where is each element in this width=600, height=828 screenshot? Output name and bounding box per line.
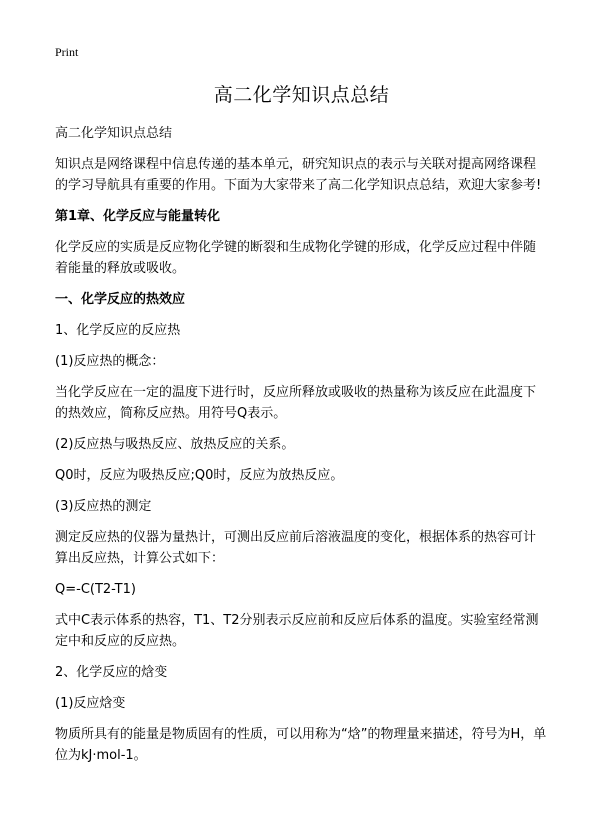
item-1-2-paragraph: Q0时，反应为吸热反应;Q0时，反应为放热反应。 (55, 468, 344, 483)
formula-line: Q=-C(T2-T1) (55, 582, 136, 597)
item-2-heading: 2、化学反应的焓变 (55, 665, 168, 680)
item-1-3-heading: (3)反应热的测定 (55, 499, 152, 514)
chapter-paragraph: 化学反应的实质是反应物化学键的断裂和生成物化学键的形成，化学反应过程中伴随着能量的释放或吸收。 (55, 240, 537, 276)
item-1-2-heading: (2)反应热与吸热反应、放热反应的关系。 (55, 437, 295, 452)
item-1-1-heading: (1)反应热的概念： (55, 354, 165, 369)
intro-paragraph: 知识点是网络课程中信息传递的基本单元，研究知识点的表示与关联对提高网络课程的学习导航具有重要的作用。下面为大家带来了高二化学知识点总结，欢迎大家参考! (55, 157, 542, 193)
section-heading: 一、化学反应的热效应 (55, 292, 186, 307)
formula-explanation: 式中C表示体系的热容，T1、T2分别表示反应前和反应后体系的温度。实验室经常测定中和反应的反应热。 (55, 613, 539, 649)
item-2-1-paragraph: 物质所具有的能量是物质固有的性质，可以用称为“焓”的物理量来描述，符号为H，单位为kJ·mol-1。 (55, 727, 547, 763)
item-2-1-heading: (1)反应焓变 (55, 696, 126, 711)
item-1-heading: 1、化学反应的反应热 (55, 323, 181, 338)
item-1-1-paragraph: 当化学反应在一定的温度下进行时，反应所释放或吸收的热量称为该反应在此温度下的热效应，简称反应热。用符号Q表示。 (55, 385, 537, 421)
document-title: 高二化学知识点总结 (213, 84, 390, 106)
chapter-heading: 第1章、化学反应与能量转化 (55, 209, 221, 224)
document-subtitle: 高二化学知识点总结 (55, 126, 173, 141)
item-1-3-paragraph: 测定反应热的仪器为量热计，可测出反应前后溶液温度的变化，根据体系的热容可计算出反应热，计算公式如下： (55, 530, 537, 566)
print-link[interactable]: Print (55, 45, 79, 59)
